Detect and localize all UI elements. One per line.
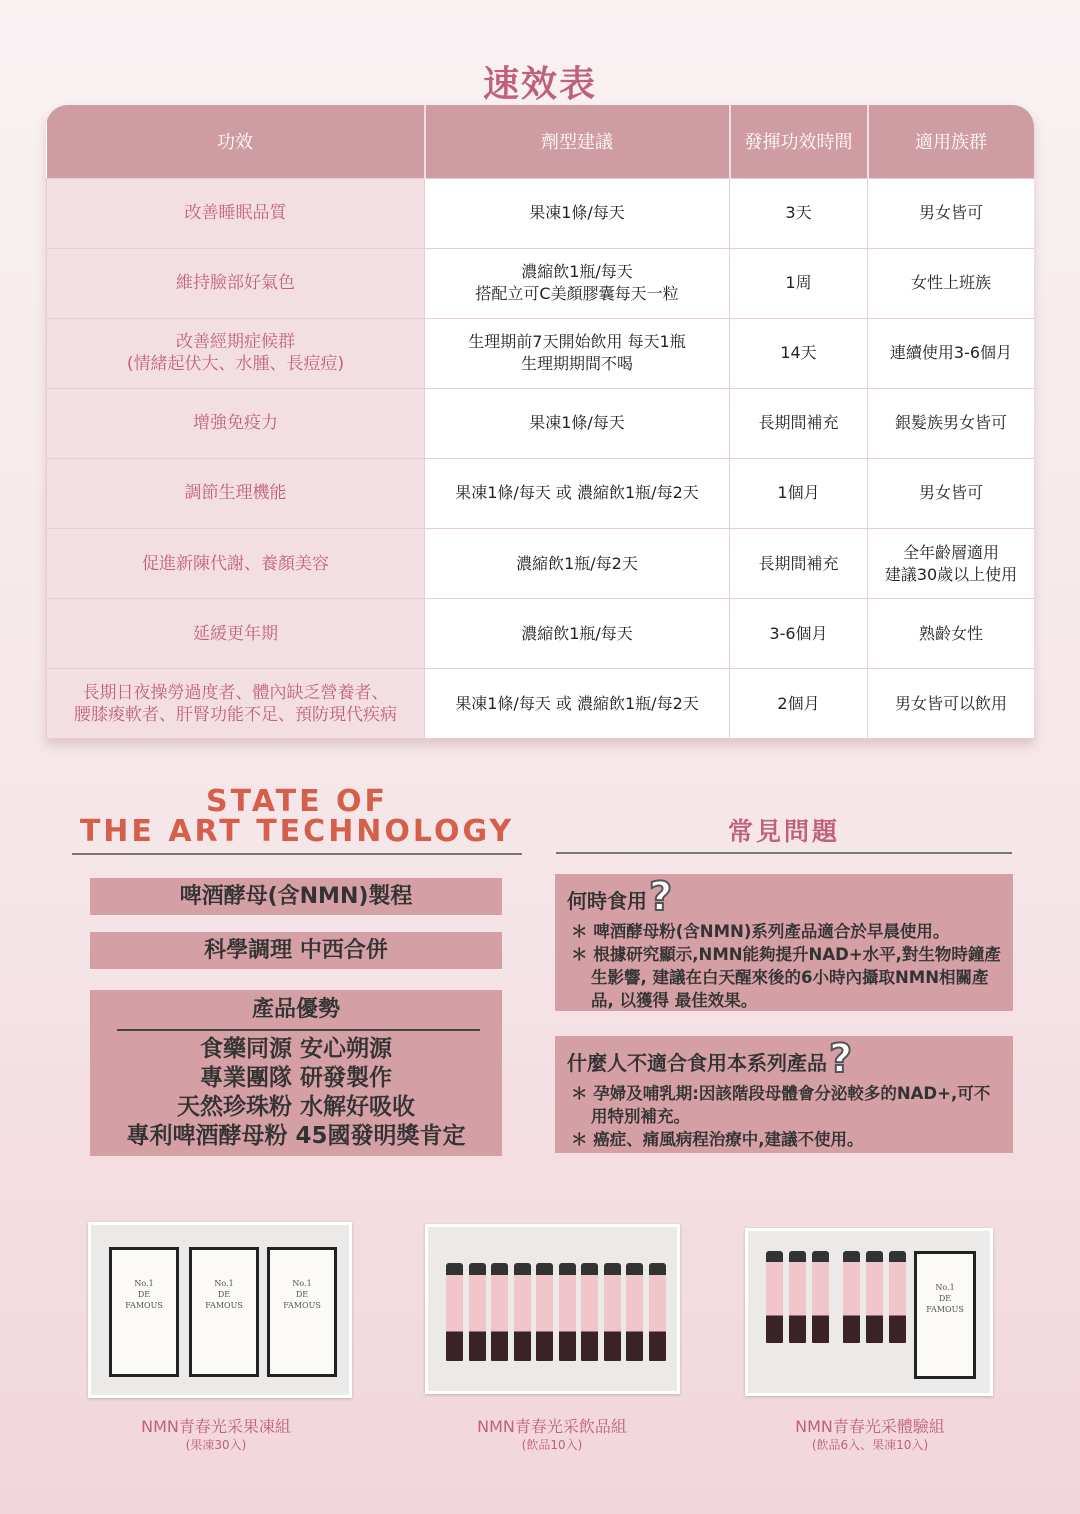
table-row	[47, 599, 1035, 669]
table-row	[47, 178, 1035, 248]
drink-bottle	[843, 1251, 860, 1343]
advantage-item: 天然珍珠粉 水解好吸收	[176, 1093, 415, 1120]
table-header	[47, 105, 1035, 178]
product-sub: (果凍30入)	[185, 1438, 247, 1452]
product-name: NMN青春光采體驗組	[795, 1417, 945, 1436]
product-name: NMN青春光采果凍組	[141, 1417, 291, 1436]
drink-bottle	[789, 1251, 806, 1343]
effect-cell: 維持臉部好氣色	[47, 248, 425, 318]
dosage-cell: 果凍1條/每天 或 濃縮飲1瓶/每2天	[425, 458, 730, 528]
page-title: 速效表	[482, 64, 597, 105]
duration-cell: 長期間補充	[730, 528, 868, 598]
duration-cell: 1周	[730, 248, 868, 318]
effect-cell: 改善經期症候群 (情緒起伏大、水腫、長痘痘)	[47, 318, 425, 388]
duration-cell: 1個月	[730, 458, 868, 528]
table-row	[47, 318, 1035, 388]
table-row	[47, 388, 1035, 458]
dosage-cell: 濃縮飲1瓶/每2天	[425, 528, 730, 598]
effect-cell: 改善睡眠品質	[47, 178, 425, 248]
effect-cell: 促進新陳代謝、養顏美容	[47, 528, 425, 598]
table-row	[47, 458, 1035, 528]
dosage-cell: 果凍1條/每天 或 濃縮飲1瓶/每2天	[425, 669, 730, 739]
drink-bottle	[536, 1263, 553, 1361]
product-caption	[100, 1418, 332, 1454]
advantage-item: 專利啤酒酵母粉 45國發明獎肯定	[126, 1122, 466, 1149]
drink-bottle	[766, 1251, 783, 1343]
drink-bottle	[491, 1263, 508, 1361]
dosage-cell: 濃縮飲1瓶/每天 搭配立可C美顏膠囊每天一粒	[425, 248, 730, 318]
target-group-cell: 男女皆可以飲用	[868, 669, 1035, 739]
table-row	[47, 528, 1035, 598]
faq-question: 什麼人不適合食用本系列產品	[567, 1051, 827, 1075]
target-group-cell: 女性上班族	[868, 248, 1035, 318]
duration-cell: 14天	[730, 318, 868, 388]
drink-bottle	[559, 1263, 576, 1361]
table-row	[47, 248, 1035, 318]
process-box: 啤酒酵母(含NMN)製程	[90, 878, 502, 915]
target-group-cell: 連續使用3-6個月	[868, 318, 1035, 388]
target-group-cell: 全年齡層適用 建議30歲以上使用	[868, 528, 1035, 598]
dosage-cell: 濃縮飲1瓶/每天	[425, 599, 730, 669]
effect-cell: 延緩更年期	[47, 599, 425, 669]
faq-question: 何時食用	[567, 889, 647, 913]
faq-item: ＊ 根據研究顯示,NMN能夠提升NAD+水平,對生物時鐘產生影響, 建議在白天醒來後的6小時內攝取NMN相關產品, 以獲得 最佳效果。	[571, 945, 1001, 1010]
question-mark-icon: ?	[829, 1036, 853, 1082]
drink-bottle	[812, 1251, 829, 1343]
effect-cell: 長期日夜操勞過度者、體內缺乏營養者、 腰膝痠軟者、肝腎功能不足、預防現代疾病	[47, 669, 425, 739]
question-mark-icon: ?	[649, 874, 673, 920]
advantage-title: 產品優勢	[251, 997, 340, 1022]
product-caption	[436, 1418, 668, 1454]
effect-cell: 調節生理機能	[47, 458, 425, 528]
dosage-cell: 果凍1條/每天	[425, 178, 730, 248]
dosage-cell: 果凍1條/每天	[425, 388, 730, 458]
product-image-trial-set	[745, 1228, 993, 1396]
table-row	[47, 669, 1035, 739]
product-box: No.1 DE FAMOUS	[267, 1247, 337, 1377]
faq-item: ＊ 孕婦及哺乳期:因該階段母體會分泌較多的NAD+,可不用特別補充。	[571, 1084, 991, 1126]
drink-bottle	[604, 1263, 621, 1361]
advantage-box	[90, 990, 502, 1156]
divider	[556, 852, 1012, 854]
drink-bottle	[649, 1263, 666, 1361]
drink-bottle	[514, 1263, 531, 1361]
target-group-cell: 男女皆可	[868, 458, 1035, 528]
duration-cell: 長期間補充	[730, 388, 868, 458]
product-box: No.1 DE FAMOUS	[914, 1251, 976, 1379]
drink-bottle	[581, 1263, 598, 1361]
column-header: 劑型建議	[425, 105, 730, 178]
product-box: No.1 DE FAMOUS	[109, 1247, 179, 1377]
faq-not-suitable	[555, 1036, 1013, 1153]
tech-title-line1: STATE OF	[205, 784, 389, 819]
effect-cell: 增強免疫力	[47, 388, 425, 458]
target-group-cell: 銀髮族男女皆可	[868, 388, 1035, 458]
divider	[72, 853, 522, 855]
science-box: 科學調理 中西合併	[90, 932, 502, 969]
drink-bottle	[889, 1251, 906, 1343]
column-header: 功效	[47, 105, 425, 178]
divider	[117, 1029, 480, 1031]
product-name: NMN青春光采飲品組	[477, 1417, 627, 1436]
advantage-item: 專業團隊 研發製作	[199, 1064, 392, 1091]
product-image-drink-set	[425, 1224, 680, 1394]
product-caption	[754, 1418, 986, 1454]
dosage-cell: 生理期前7天開始飲用 每天1瓶 生理期期間不喝	[425, 318, 730, 388]
faq-title: 常見問題	[727, 817, 840, 846]
duration-cell: 3天	[730, 178, 868, 248]
target-group-cell: 男女皆可	[868, 178, 1035, 248]
product-image-jelly-set	[88, 1222, 352, 1398]
target-group-cell: 熟齡女性	[868, 599, 1035, 669]
quick-effect-table	[46, 105, 1034, 739]
faq-item: ＊ 癌症、痛風病程治療中,建議不使用。	[571, 1130, 864, 1149]
product-sub: (飲品10入)	[521, 1438, 583, 1452]
product-box: No.1 DE FAMOUS	[189, 1247, 259, 1377]
faq-when-to-take	[555, 874, 1013, 1011]
column-header: 適用族群	[868, 105, 1035, 178]
drink-bottle	[626, 1263, 643, 1361]
column-header: 發揮功效時間	[730, 105, 868, 178]
drink-bottle	[469, 1263, 486, 1361]
tech-title-line2: THE ART TECHNOLOGY	[79, 814, 515, 849]
duration-cell: 2個月	[730, 669, 868, 739]
product-sub: (飲品6入、果凍10入)	[811, 1438, 929, 1452]
faq-item: ＊ 啤酒酵母粉(含NMN)系列產品適合於早晨使用。	[571, 922, 950, 941]
drink-bottle	[866, 1251, 883, 1343]
advantage-item: 食藥同源 安心朔源	[199, 1035, 392, 1062]
duration-cell: 3-6個月	[730, 599, 868, 669]
drink-bottle	[446, 1263, 463, 1361]
